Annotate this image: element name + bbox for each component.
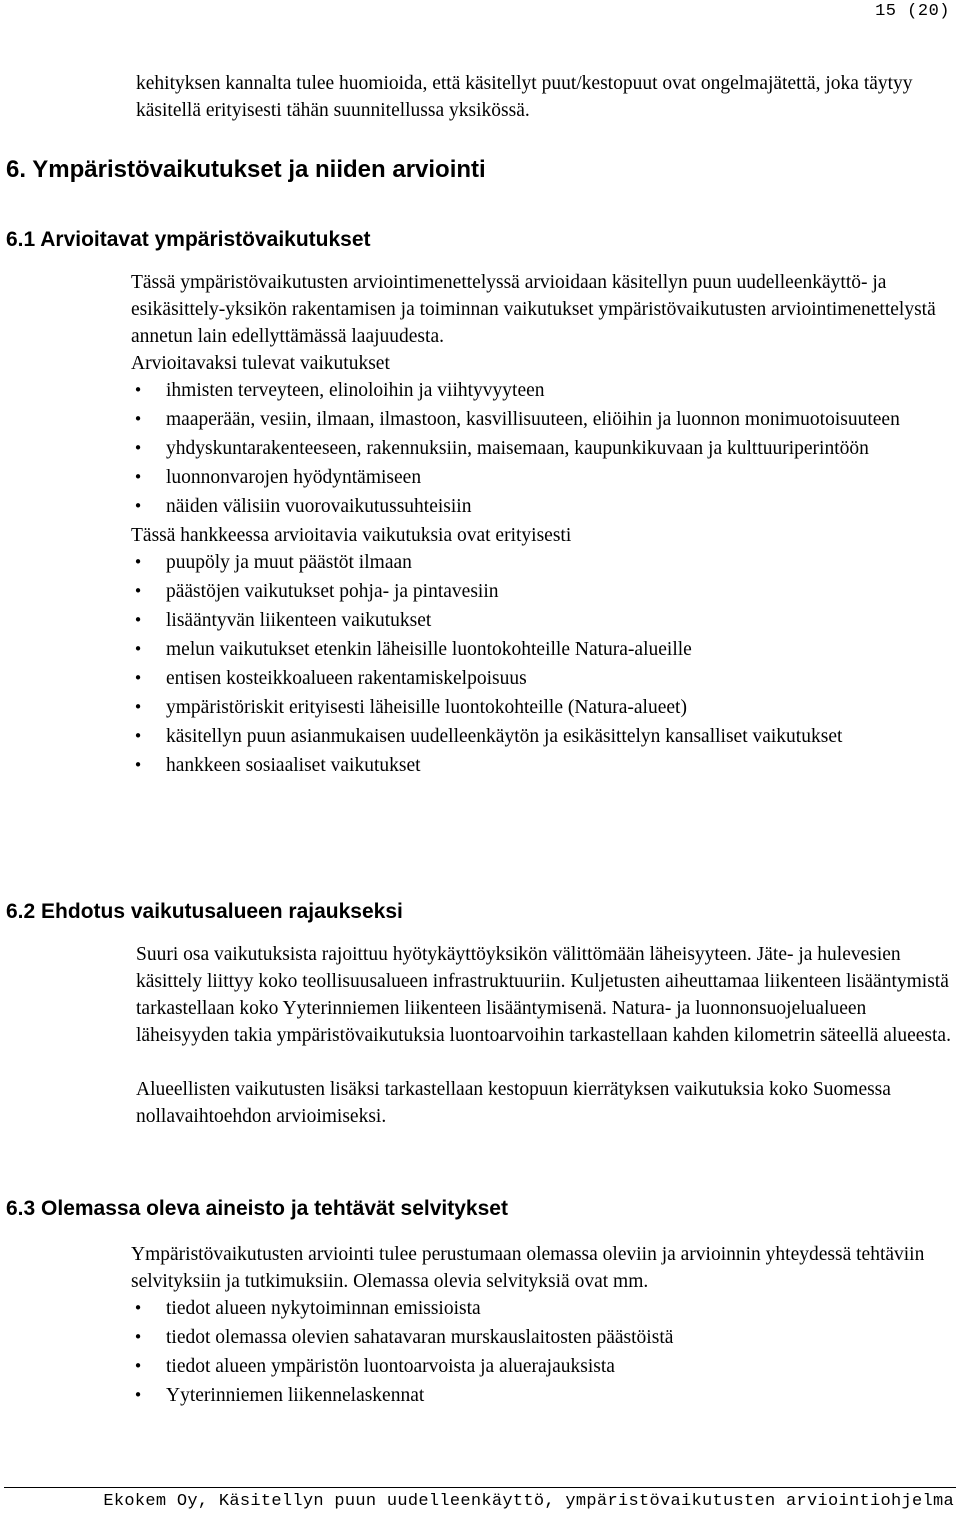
section-6-2-heading: 6.2 Ehdotus vaikutusalueen rajaukseksi (6, 900, 403, 923)
list-item: • käsitellyn puun asianmukaisen uudelleenkäytön ja esikäsittelyn kansalliset vaikutukset (131, 723, 953, 751)
section-6-1-paragraph: Tässä ympäristövaikutusten arviointimenettelyssä arvioidaan käsitellyn puun uudelleenkäyttö- ja esikäsittely-yksikön rakentamisen ja toiminnan vaikutukset ympäristövaikutusten arviointimenettelystä annetun lain edellyttämässä laajuudesta. (131, 272, 936, 347)
list-item: • tiedot olemassa olevien sahatavaran murskauslaitosten päästöistä (131, 1324, 953, 1352)
section-6-1-heading: 6.1 Arvioitavat ympäristövaikutukset (6, 228, 371, 251)
bullet-icon: • (133, 439, 143, 457)
list-item: • yhdyskuntarakenteeseen, rakennuksiin, maisemaan, kaupunkikuvaan ja kulttuuriperintöön (131, 435, 953, 463)
section-6-3-paragraph: Ympäristövaikutusten arviointi tulee perustumaan olemassa oleviin ja arvioinnin yhteydessä tehtäviin selvityksiin ja tutkimuksiin. Olemassa olevia selvityksiä ovat mm. (131, 1244, 925, 1292)
bullet-icon: • (133, 553, 143, 571)
list-item: • tiedot alueen ympäristön luontoarvoista ja aluerajauksista (131, 1353, 953, 1381)
bullet-icon: • (133, 497, 143, 515)
footer-text: Ekokem Oy, Käsitellyn puun uudelleenkäyttö, ympäristövaikutusten arviointiohjelma (103, 1492, 954, 1511)
assessed-impacts-list (131, 377, 953, 521)
bullet-icon: • (133, 582, 143, 600)
existing-studies-list (131, 1295, 953, 1410)
list-item: • maaperään, vesiin, ilmaan, ilmastoon, kasvillisuuteen, eliöihin ja luonnon monimuotoisuuteen (131, 406, 953, 434)
bullet-icon: • (133, 698, 143, 716)
bullet-icon: • (133, 1328, 143, 1346)
list-item: • hankkeen sosiaaliset vaikutukset (131, 752, 953, 780)
list1-intro: Arvioitavaksi tulevat vaikutukset (131, 353, 390, 374)
bullet-icon: • (133, 1299, 143, 1317)
project-impacts-list (131, 549, 953, 780)
list-item: • melun vaikutukset etenkin läheisille luontokohteille Natura-alueille (131, 636, 953, 664)
bullet-icon: • (133, 1357, 143, 1375)
bullet-icon: • (133, 669, 143, 687)
list-item: • lisääntyvän liikenteen vaikutukset (131, 607, 953, 635)
list-item: • tiedot alueen nykytoiminnan emissioista (131, 1295, 953, 1323)
intro-paragraph: kehityksen kannalta tulee huomioida, että käsitellyt puut/kestopuut ovat ongelmajätettä, joka täytyy käsitellä erityisesti tähän suunnitellussa yksikössä. (136, 73, 913, 121)
bullet-icon: • (133, 727, 143, 745)
bullet-icon: • (133, 640, 143, 658)
page-number: 15 (20) (875, 2, 950, 21)
bullet-icon: • (133, 1386, 143, 1404)
list-item: • puupöly ja muut päästöt ilmaan (131, 549, 953, 577)
list-item: • näiden välisiin vuorovaikutussuhteisiin (131, 493, 953, 521)
bullet-icon: • (133, 381, 143, 399)
list-item: • entisen kosteikkoalueen rakentamiskelpoisuus (131, 665, 953, 693)
list-item: • päästöjen vaikutukset pohja- ja pintavesiin (131, 578, 953, 606)
bullet-icon: • (133, 756, 143, 774)
footer-divider (4, 1487, 956, 1488)
bullet-icon: • (133, 468, 143, 486)
section-6-3-heading: 6.3 Olemassa oleva aineisto ja tehtävät selvitykset (6, 1197, 508, 1220)
section-6-1-body (131, 269, 953, 781)
section-6-2-paragraph-2: Alueellisten vaikutusten lisäksi tarkastellaan kestopuun kierrätyksen vaikutuksia koko Suomessa nollavaihtoehdon arvioimiseksi. (136, 1079, 891, 1127)
list-item: • Yyterinniemen liikennelaskennat (131, 1382, 953, 1410)
list2-intro: Tässä hankkeessa arvioitavia vaikutuksia ovat erityisesti (131, 525, 572, 546)
section-6-heading: 6. Ympäristövaikutukset ja niiden arviointi (6, 156, 486, 183)
section-6-3-body (131, 1241, 953, 1411)
bullet-icon: • (133, 611, 143, 629)
list-item: • luonnonvarojen hyödyntämiseen (131, 464, 953, 492)
list-item: • ympäristöriskit erityisesti läheisille luontokohteille (Natura-alueet) (131, 694, 953, 722)
list-item: • ihmisten terveyteen, elinoloihin ja viihtyvyyteen (131, 377, 953, 405)
section-6-2-body (136, 941, 956, 1130)
bullet-icon: • (133, 410, 143, 428)
section-6-2-paragraph-1: Suuri osa vaikutuksista rajoittuu hyötykäyttöyksikön välittömään läheisyyteen. Jäte- ja hulevesien käsittely liittyy koko teollisuusalueen infrastruktuuriin. Kuljetusten aiheuttamaa liikenteen lisääntymistä tarkastellaan koko Yyterinniemen liikenteen lisääntymisenä. Natura- ja luonnonsuojelualueen läheisyyden takia ympäristövaikutuksia luontoarvoihin tarkastellaan kahden kilometrin säteellä alueesta. (136, 944, 951, 1046)
